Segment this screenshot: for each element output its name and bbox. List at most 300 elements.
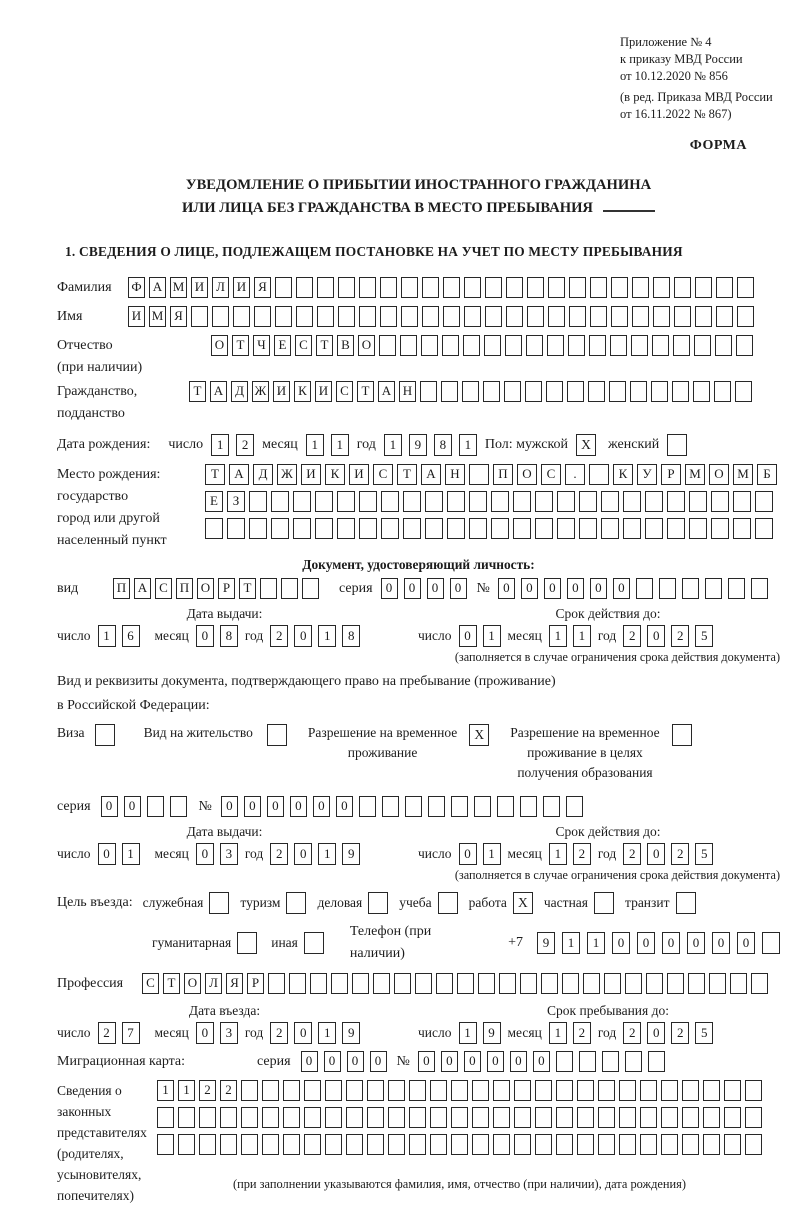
birthplace-cell[interactable]	[315, 491, 333, 512]
purpose-option-checkbox[interactable]	[304, 932, 324, 954]
birthplace-cell[interactable]	[579, 491, 597, 512]
profession-cell[interactable]	[541, 973, 558, 994]
firstname-cell[interactable]	[716, 306, 733, 327]
firstname-cell[interactable]	[317, 306, 334, 327]
birthplace-cell[interactable]	[589, 464, 609, 485]
birth-year-cell[interactable]: 8	[434, 434, 452, 456]
citizenship-cell[interactable]	[441, 381, 458, 402]
profession-cell[interactable]	[478, 973, 495, 994]
migcard-number-cell[interactable]: 0	[533, 1051, 550, 1072]
legal-cell[interactable]	[241, 1080, 258, 1101]
birthplace-cell[interactable]: К	[613, 464, 633, 485]
entry-year-cell[interactable]: 0	[294, 1022, 312, 1044]
surname-cell[interactable]: А	[149, 277, 166, 298]
birth-month-cell[interactable]: 1	[331, 434, 349, 456]
rightdoc-number-cell[interactable]	[543, 796, 560, 817]
rightdoc-issue-year-cell[interactable]: 2	[270, 843, 288, 865]
citizenship-cell[interactable]	[462, 381, 479, 402]
iddoc-number-cell[interactable]	[728, 578, 745, 599]
surname-cell[interactable]	[590, 277, 607, 298]
migcard-number-cell[interactable]	[602, 1051, 619, 1072]
rightdoc-issue-day-cell[interactable]: 0	[98, 843, 116, 865]
iddoc-type-cell[interactable]: П	[113, 578, 130, 599]
legal-cell[interactable]	[724, 1134, 741, 1155]
legal-cell[interactable]	[388, 1134, 405, 1155]
phone-cell[interactable]	[762, 932, 780, 954]
rightdoc-number-cell[interactable]: 0	[244, 796, 261, 817]
iddoc-type-cell[interactable]: А	[134, 578, 151, 599]
profession-cell[interactable]	[352, 973, 369, 994]
firstname-cell[interactable]	[611, 306, 628, 327]
iddoc-valid-year-cell[interactable]: 2	[671, 625, 689, 647]
iddoc-issue-day-cell[interactable]: 1	[98, 625, 116, 647]
iddoc-type-cell[interactable]: С	[155, 578, 172, 599]
surname-cell[interactable]	[485, 277, 502, 298]
birthplace-cell[interactable]	[557, 491, 575, 512]
firstname-cell[interactable]	[464, 306, 481, 327]
legal-cell[interactable]	[388, 1107, 405, 1128]
rightdoc-valid-year-cell[interactable]: 0	[647, 843, 665, 865]
profession-cell[interactable]	[667, 973, 684, 994]
rightdoc-number-cell[interactable]: 0	[290, 796, 307, 817]
rightdoc-number-cell[interactable]	[474, 796, 491, 817]
phone-cell[interactable]: 0	[712, 932, 730, 954]
profession-cell[interactable]	[394, 973, 411, 994]
citizenship-cell[interactable]	[630, 381, 647, 402]
surname-cell[interactable]	[338, 277, 355, 298]
birthplace-cell[interactable]	[733, 518, 751, 539]
citizenship-cell[interactable]	[651, 381, 668, 402]
birthplace-cell[interactable]	[513, 491, 531, 512]
iddoc-issue-day-cell[interactable]: 6	[122, 625, 140, 647]
iddoc-issue-year-cell[interactable]: 2	[270, 625, 288, 647]
iddoc-valid-year-cell[interactable]: 2	[623, 625, 641, 647]
profession-cell[interactable]: О	[184, 973, 201, 994]
legal-cell[interactable]	[178, 1134, 195, 1155]
surname-cell[interactable]: Я	[254, 277, 271, 298]
firstname-cell[interactable]	[254, 306, 271, 327]
legal-cell[interactable]	[451, 1107, 468, 1128]
birthplace-cell[interactable]: А	[421, 464, 441, 485]
legal-cell[interactable]	[346, 1080, 363, 1101]
birthplace-cell[interactable]	[601, 518, 619, 539]
legal-cell[interactable]	[619, 1107, 636, 1128]
citizenship-cell[interactable]: Н	[399, 381, 416, 402]
rightdoc-valid-year-cell[interactable]: 2	[623, 843, 641, 865]
birthplace-cell[interactable]: И	[349, 464, 369, 485]
birthplace-cell[interactable]	[711, 518, 729, 539]
birthplace-cell[interactable]	[249, 491, 267, 512]
profession-cell[interactable]	[730, 973, 747, 994]
phone-cell[interactable]: 1	[562, 932, 580, 954]
legal-cell[interactable]	[325, 1134, 342, 1155]
firstname-cell[interactable]	[737, 306, 754, 327]
purpose-option-checkbox[interactable]: X	[513, 892, 533, 914]
firstname-cell[interactable]	[548, 306, 565, 327]
profession-cell[interactable]	[289, 973, 306, 994]
firstname-cell[interactable]	[401, 306, 418, 327]
patronymic-cell[interactable]	[694, 335, 711, 356]
iddoc-number-cell[interactable]	[636, 578, 653, 599]
firstname-cell[interactable]	[590, 306, 607, 327]
surname-cell[interactable]	[737, 277, 754, 298]
patronymic-cell[interactable]: С	[295, 335, 312, 356]
iddoc-type-cell[interactable]	[281, 578, 298, 599]
entry-year-cell[interactable]: 9	[342, 1022, 360, 1044]
rightdoc-series-cell[interactable]: 0	[124, 796, 141, 817]
stay-year-cell[interactable]: 2	[623, 1022, 641, 1044]
surname-cell[interactable]: И	[191, 277, 208, 298]
citizenship-cell[interactable]	[546, 381, 563, 402]
birthplace-cell[interactable]	[359, 518, 377, 539]
birthplace-cell[interactable]	[623, 491, 641, 512]
iddoc-number-cell[interactable]: 0	[544, 578, 561, 599]
profession-cell[interactable]	[583, 973, 600, 994]
surname-cell[interactable]	[275, 277, 292, 298]
birthplace-cell[interactable]	[403, 518, 421, 539]
birth-year-cell[interactable]: 9	[409, 434, 427, 456]
firstname-cell[interactable]	[674, 306, 691, 327]
profession-cell[interactable]	[688, 973, 705, 994]
rightdoc-series-cell[interactable]: 0	[101, 796, 118, 817]
profession-cell[interactable]	[268, 973, 285, 994]
legal-cell[interactable]	[619, 1134, 636, 1155]
citizenship-cell[interactable]	[735, 381, 752, 402]
surname-cell[interactable]	[527, 277, 544, 298]
legal-cell[interactable]	[556, 1107, 573, 1128]
patronymic-cell[interactable]	[610, 335, 627, 356]
legal-cell[interactable]	[388, 1080, 405, 1101]
birth-year-cell[interactable]: 1	[384, 434, 402, 456]
birthplace-cell[interactable]	[535, 491, 553, 512]
rightdoc-number-cell[interactable]	[359, 796, 376, 817]
iddoc-type-cell[interactable]	[302, 578, 319, 599]
birthplace-cell[interactable]	[469, 464, 489, 485]
legal-cell[interactable]	[745, 1107, 762, 1128]
phone-cell[interactable]: 9	[537, 932, 555, 954]
legal-cell[interactable]	[682, 1107, 699, 1128]
surname-cell[interactable]	[422, 277, 439, 298]
citizenship-cell[interactable]: Д	[231, 381, 248, 402]
legal-cell[interactable]	[640, 1107, 657, 1128]
stay-month-cell[interactable]: 2	[573, 1022, 591, 1044]
birthplace-cell[interactable]	[623, 518, 641, 539]
legal-cell[interactable]	[241, 1107, 258, 1128]
surname-cell[interactable]	[632, 277, 649, 298]
legal-cell[interactable]	[304, 1107, 321, 1128]
rightdoc-issue-day-cell[interactable]: 1	[122, 843, 140, 865]
iddoc-valid-month-cell[interactable]: 1	[549, 625, 567, 647]
phone-cell[interactable]: 0	[612, 932, 630, 954]
firstname-cell[interactable]	[191, 306, 208, 327]
patronymic-cell[interactable]	[379, 335, 396, 356]
birthplace-cell[interactable]	[491, 491, 509, 512]
birthplace-cell[interactable]	[733, 491, 751, 512]
birthplace-cell[interactable]	[205, 518, 223, 539]
birthplace-cell[interactable]	[689, 518, 707, 539]
surname-cell[interactable]	[443, 277, 460, 298]
migcard-number-cell[interactable]: 0	[510, 1051, 527, 1072]
iddoc-valid-day-cell[interactable]: 1	[483, 625, 501, 647]
legal-cell[interactable]	[367, 1107, 384, 1128]
stay-year-cell[interactable]: 2	[671, 1022, 689, 1044]
legal-cell[interactable]	[262, 1107, 279, 1128]
profession-cell[interactable]	[457, 973, 474, 994]
legal-cell[interactable]	[472, 1080, 489, 1101]
citizenship-cell[interactable]: А	[378, 381, 395, 402]
citizenship-cell[interactable]	[483, 381, 500, 402]
legal-cell[interactable]	[283, 1134, 300, 1155]
legal-cell[interactable]	[199, 1134, 216, 1155]
legal-cell[interactable]	[367, 1134, 384, 1155]
rightdoc-number-cell[interactable]	[451, 796, 468, 817]
option-temp-residence-education-checkbox[interactable]	[672, 724, 692, 746]
rightdoc-number-cell[interactable]: 0	[336, 796, 353, 817]
migcard-number-cell[interactable]: 0	[441, 1051, 458, 1072]
patronymic-cell[interactable]	[589, 335, 606, 356]
birthplace-cell[interactable]: Д	[253, 464, 273, 485]
purpose-option-checkbox[interactable]	[438, 892, 458, 914]
birthplace-cell[interactable]: П	[493, 464, 513, 485]
citizenship-cell[interactable]	[504, 381, 521, 402]
profession-cell[interactable]	[499, 973, 516, 994]
profession-cell[interactable]	[373, 973, 390, 994]
birth-day-cell[interactable]: 1	[211, 434, 229, 456]
profession-cell[interactable]: Р	[247, 973, 264, 994]
legal-cell[interactable]	[157, 1134, 174, 1155]
profession-cell[interactable]	[751, 973, 768, 994]
profession-cell[interactable]	[709, 973, 726, 994]
firstname-cell[interactable]	[233, 306, 250, 327]
legal-cell[interactable]: 1	[178, 1080, 195, 1101]
birthplace-cell[interactable]	[447, 491, 465, 512]
patronymic-cell[interactable]	[547, 335, 564, 356]
patronymic-cell[interactable]: Ч	[253, 335, 270, 356]
birthplace-cell[interactable]: М	[685, 464, 705, 485]
rightdoc-number-cell[interactable]	[520, 796, 537, 817]
legal-cell[interactable]	[556, 1080, 573, 1101]
iddoc-type-cell[interactable]	[260, 578, 277, 599]
rightdoc-issue-year-cell[interactable]: 0	[294, 843, 312, 865]
purpose-option-checkbox[interactable]	[237, 932, 257, 954]
birthplace-cell[interactable]: О	[517, 464, 537, 485]
legal-cell[interactable]	[325, 1107, 342, 1128]
migcard-number-cell[interactable]	[556, 1051, 573, 1072]
birthplace-cell[interactable]	[447, 518, 465, 539]
birthplace-cell[interactable]: А	[229, 464, 249, 485]
legal-cell[interactable]	[346, 1134, 363, 1155]
firstname-cell[interactable]	[359, 306, 376, 327]
legal-cell[interactable]	[745, 1080, 762, 1101]
birthplace-cell[interactable]: Б	[757, 464, 777, 485]
legal-cell[interactable]	[661, 1134, 678, 1155]
rightdoc-valid-year-cell[interactable]: 5	[695, 843, 713, 865]
legal-cell[interactable]	[724, 1080, 741, 1101]
legal-cell[interactable]	[493, 1134, 510, 1155]
legal-cell[interactable]	[241, 1134, 258, 1155]
patronymic-cell[interactable]	[631, 335, 648, 356]
option-residence-permit-checkbox[interactable]	[267, 724, 287, 746]
iddoc-number-cell[interactable]: 0	[521, 578, 538, 599]
citizenship-cell[interactable]: И	[315, 381, 332, 402]
surname-cell[interactable]	[653, 277, 670, 298]
legal-cell[interactable]	[640, 1134, 657, 1155]
profession-cell[interactable]	[625, 973, 642, 994]
rightdoc-number-cell[interactable]	[566, 796, 583, 817]
rightdoc-valid-month-cell[interactable]: 2	[573, 843, 591, 865]
citizenship-cell[interactable]: Т	[189, 381, 206, 402]
patronymic-cell[interactable]	[484, 335, 501, 356]
legal-cell[interactable]	[661, 1080, 678, 1101]
patronymic-cell[interactable]: О	[211, 335, 228, 356]
rightdoc-valid-year-cell[interactable]: 2	[671, 843, 689, 865]
surname-cell[interactable]	[506, 277, 523, 298]
patronymic-cell[interactable]	[673, 335, 690, 356]
birthplace-cell[interactable]	[227, 518, 245, 539]
patronymic-cell[interactable]	[421, 335, 438, 356]
patronymic-cell[interactable]	[442, 335, 459, 356]
legal-cell[interactable]	[178, 1107, 195, 1128]
legal-cell[interactable]	[409, 1107, 426, 1128]
surname-cell[interactable]	[695, 277, 712, 298]
legal-cell[interactable]	[283, 1107, 300, 1128]
rightdoc-issue-month-cell[interactable]: 0	[196, 843, 214, 865]
profession-cell[interactable]: С	[142, 973, 159, 994]
legal-cell[interactable]	[430, 1107, 447, 1128]
birthplace-cell[interactable]: С	[373, 464, 393, 485]
birthplace-cell[interactable]	[381, 518, 399, 539]
citizenship-cell[interactable]	[588, 381, 605, 402]
surname-cell[interactable]: Л	[212, 277, 229, 298]
patronymic-cell[interactable]	[736, 335, 753, 356]
birthplace-cell[interactable]: Е	[205, 491, 223, 512]
iddoc-issue-month-cell[interactable]: 8	[220, 625, 238, 647]
profession-cell[interactable]	[604, 973, 621, 994]
legal-cell[interactable]	[430, 1134, 447, 1155]
birthplace-cell[interactable]: Т	[205, 464, 225, 485]
birthplace-cell[interactable]	[469, 491, 487, 512]
legal-cell[interactable]	[724, 1107, 741, 1128]
patronymic-cell[interactable]: О	[358, 335, 375, 356]
iddoc-number-cell[interactable]	[659, 578, 676, 599]
rightdoc-number-cell[interactable]	[497, 796, 514, 817]
patronymic-cell[interactable]	[568, 335, 585, 356]
citizenship-cell[interactable]	[609, 381, 626, 402]
legal-cell[interactable]	[745, 1134, 762, 1155]
legal-cell[interactable]	[556, 1134, 573, 1155]
migcard-number-cell[interactable]: 0	[464, 1051, 481, 1072]
legal-cell[interactable]	[514, 1107, 531, 1128]
birthplace-cell[interactable]: У	[637, 464, 657, 485]
iddoc-type-cell[interactable]: Р	[218, 578, 235, 599]
legal-cell[interactable]	[514, 1080, 531, 1101]
iddoc-valid-year-cell[interactable]: 5	[695, 625, 713, 647]
birthplace-cell[interactable]	[755, 491, 773, 512]
birthplace-cell[interactable]: М	[733, 464, 753, 485]
migcard-series-cell[interactable]: 0	[301, 1051, 318, 1072]
iddoc-issue-month-cell[interactable]: 0	[196, 625, 214, 647]
legal-cell[interactable]	[598, 1107, 615, 1128]
legal-cell[interactable]	[325, 1080, 342, 1101]
legal-cell[interactable]	[220, 1134, 237, 1155]
citizenship-cell[interactable]: К	[294, 381, 311, 402]
iddoc-number-cell[interactable]	[682, 578, 699, 599]
stay-day-cell[interactable]: 1	[459, 1022, 477, 1044]
entry-year-cell[interactable]: 1	[318, 1022, 336, 1044]
birthplace-cell[interactable]	[359, 491, 377, 512]
citizenship-cell[interactable]: Ж	[252, 381, 269, 402]
legal-cell[interactable]	[304, 1134, 321, 1155]
firstname-cell[interactable]: Я	[170, 306, 187, 327]
patronymic-cell[interactable]	[463, 335, 480, 356]
profession-cell[interactable]	[415, 973, 432, 994]
firstname-cell[interactable]	[380, 306, 397, 327]
rightdoc-valid-day-cell[interactable]: 1	[483, 843, 501, 865]
citizenship-cell[interactable]	[693, 381, 710, 402]
birth-year-cell[interactable]: 1	[459, 434, 477, 456]
iddoc-series-cell[interactable]: 0	[450, 578, 467, 599]
legal-cell[interactable]	[703, 1107, 720, 1128]
migcard-number-cell[interactable]	[625, 1051, 642, 1072]
legal-cell[interactable]	[262, 1080, 279, 1101]
surname-cell[interactable]	[548, 277, 565, 298]
birthplace-cell[interactable]	[755, 518, 773, 539]
birthplace-cell[interactable]	[645, 491, 663, 512]
birthplace-cell[interactable]: Н	[445, 464, 465, 485]
profession-cell[interactable]	[646, 973, 663, 994]
surname-cell[interactable]	[611, 277, 628, 298]
birthplace-cell[interactable]	[293, 518, 311, 539]
patronymic-cell[interactable]: Т	[232, 335, 249, 356]
legal-cell[interactable]	[430, 1080, 447, 1101]
patronymic-cell[interactable]	[400, 335, 417, 356]
phone-cell[interactable]: 0	[637, 932, 655, 954]
citizenship-cell[interactable]	[672, 381, 689, 402]
legal-cell[interactable]	[661, 1107, 678, 1128]
birthplace-cell[interactable]	[601, 491, 619, 512]
legal-cell[interactable]	[262, 1134, 279, 1155]
birthplace-cell[interactable]: К	[325, 464, 345, 485]
birthplace-cell[interactable]	[469, 518, 487, 539]
sex-male-checkbox[interactable]: X	[576, 434, 596, 456]
birthplace-cell[interactable]	[337, 491, 355, 512]
surname-cell[interactable]	[380, 277, 397, 298]
iddoc-valid-month-cell[interactable]: 1	[573, 625, 591, 647]
entry-month-cell[interactable]: 3	[220, 1022, 238, 1044]
legal-cell[interactable]	[451, 1080, 468, 1101]
legal-cell[interactable]	[493, 1080, 510, 1101]
patronymic-cell[interactable]	[526, 335, 543, 356]
iddoc-number-cell[interactable]: 0	[590, 578, 607, 599]
patronymic-cell[interactable]: В	[337, 335, 354, 356]
rightdoc-number-cell[interactable]	[428, 796, 445, 817]
surname-cell[interactable]	[464, 277, 481, 298]
sex-female-checkbox[interactable]	[667, 434, 687, 456]
firstname-cell[interactable]	[569, 306, 586, 327]
rightdoc-number-cell[interactable]	[382, 796, 399, 817]
birthplace-cell[interactable]	[667, 491, 685, 512]
iddoc-type-cell[interactable]: П	[176, 578, 193, 599]
firstname-cell[interactable]	[632, 306, 649, 327]
birthplace-cell[interactable]: З	[227, 491, 245, 512]
migcard-series-cell[interactable]: 0	[370, 1051, 387, 1072]
firstname-cell[interactable]	[296, 306, 313, 327]
legal-cell[interactable]: 2	[199, 1080, 216, 1101]
iddoc-issue-year-cell[interactable]: 8	[342, 625, 360, 647]
iddoc-series-cell[interactable]: 0	[381, 578, 398, 599]
surname-cell[interactable]	[674, 277, 691, 298]
birthplace-cell[interactable]	[645, 518, 663, 539]
